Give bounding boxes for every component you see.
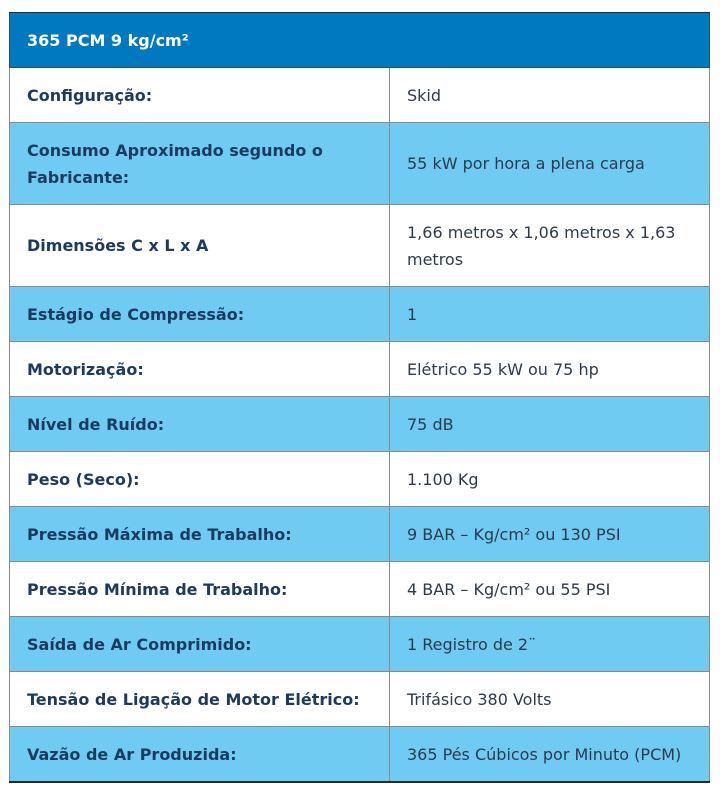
table-row bbox=[10, 342, 710, 397]
table-row bbox=[10, 397, 710, 452]
spec-label: Saída de Ar Comprimido: bbox=[10, 617, 390, 672]
spec-label: Tensão de Ligação de Motor Elétrico: bbox=[10, 672, 390, 727]
spec-value: 55 kW por hora a plena carga bbox=[390, 123, 710, 205]
spec-value: Skid bbox=[390, 68, 710, 123]
table-row bbox=[10, 68, 710, 123]
table-row bbox=[10, 507, 710, 562]
spec-label: Estágio de Compressão: bbox=[10, 287, 390, 342]
spec-value: 1 bbox=[390, 287, 710, 342]
spec-value: Elétrico 55 kW ou 75 hp bbox=[390, 342, 710, 397]
table-row bbox=[10, 287, 710, 342]
table-row bbox=[10, 123, 710, 205]
spec-value: 365 Pés Cúbicos por Minuto (PCM) bbox=[390, 727, 710, 783]
spec-value: 75 dB bbox=[390, 397, 710, 452]
table-row bbox=[10, 452, 710, 507]
table-row bbox=[10, 562, 710, 617]
spec-label: Configuração: bbox=[10, 68, 390, 123]
table-row bbox=[10, 727, 710, 783]
spec-value: 1 Registro de 2¨ bbox=[390, 617, 710, 672]
spec-value: 4 BAR – Kg/cm² ou 55 PSI bbox=[390, 562, 710, 617]
spec-label: Peso (Seco): bbox=[10, 452, 390, 507]
spec-label: Consumo Aproximado segundo o Fabricante: bbox=[10, 123, 390, 205]
spec-label: Pressão Máxima de Trabalho: bbox=[10, 507, 390, 562]
table-title: 365 PCM 9 kg/cm² bbox=[10, 13, 710, 68]
spec-value: 1.100 Kg bbox=[390, 452, 710, 507]
table-row bbox=[10, 205, 710, 287]
spec-label: Nível de Ruído: bbox=[10, 397, 390, 452]
table-row bbox=[10, 617, 710, 672]
spec-value: 9 BAR – Kg/cm² ou 130 PSI bbox=[390, 507, 710, 562]
table-row bbox=[10, 672, 710, 727]
spec-table bbox=[9, 12, 710, 783]
spec-value: 1,66 metros x 1,06 metros x 1,63 metros bbox=[390, 205, 710, 287]
spec-label: Vazão de Ar Produzida: bbox=[10, 727, 390, 783]
spec-label: Dimensões C x L x A bbox=[10, 205, 390, 287]
spec-value: Trifásico 380 Volts bbox=[390, 672, 710, 727]
table-header-row bbox=[10, 13, 710, 68]
spec-label: Motorização: bbox=[10, 342, 390, 397]
spec-label: Pressão Mínima de Trabalho: bbox=[10, 562, 390, 617]
